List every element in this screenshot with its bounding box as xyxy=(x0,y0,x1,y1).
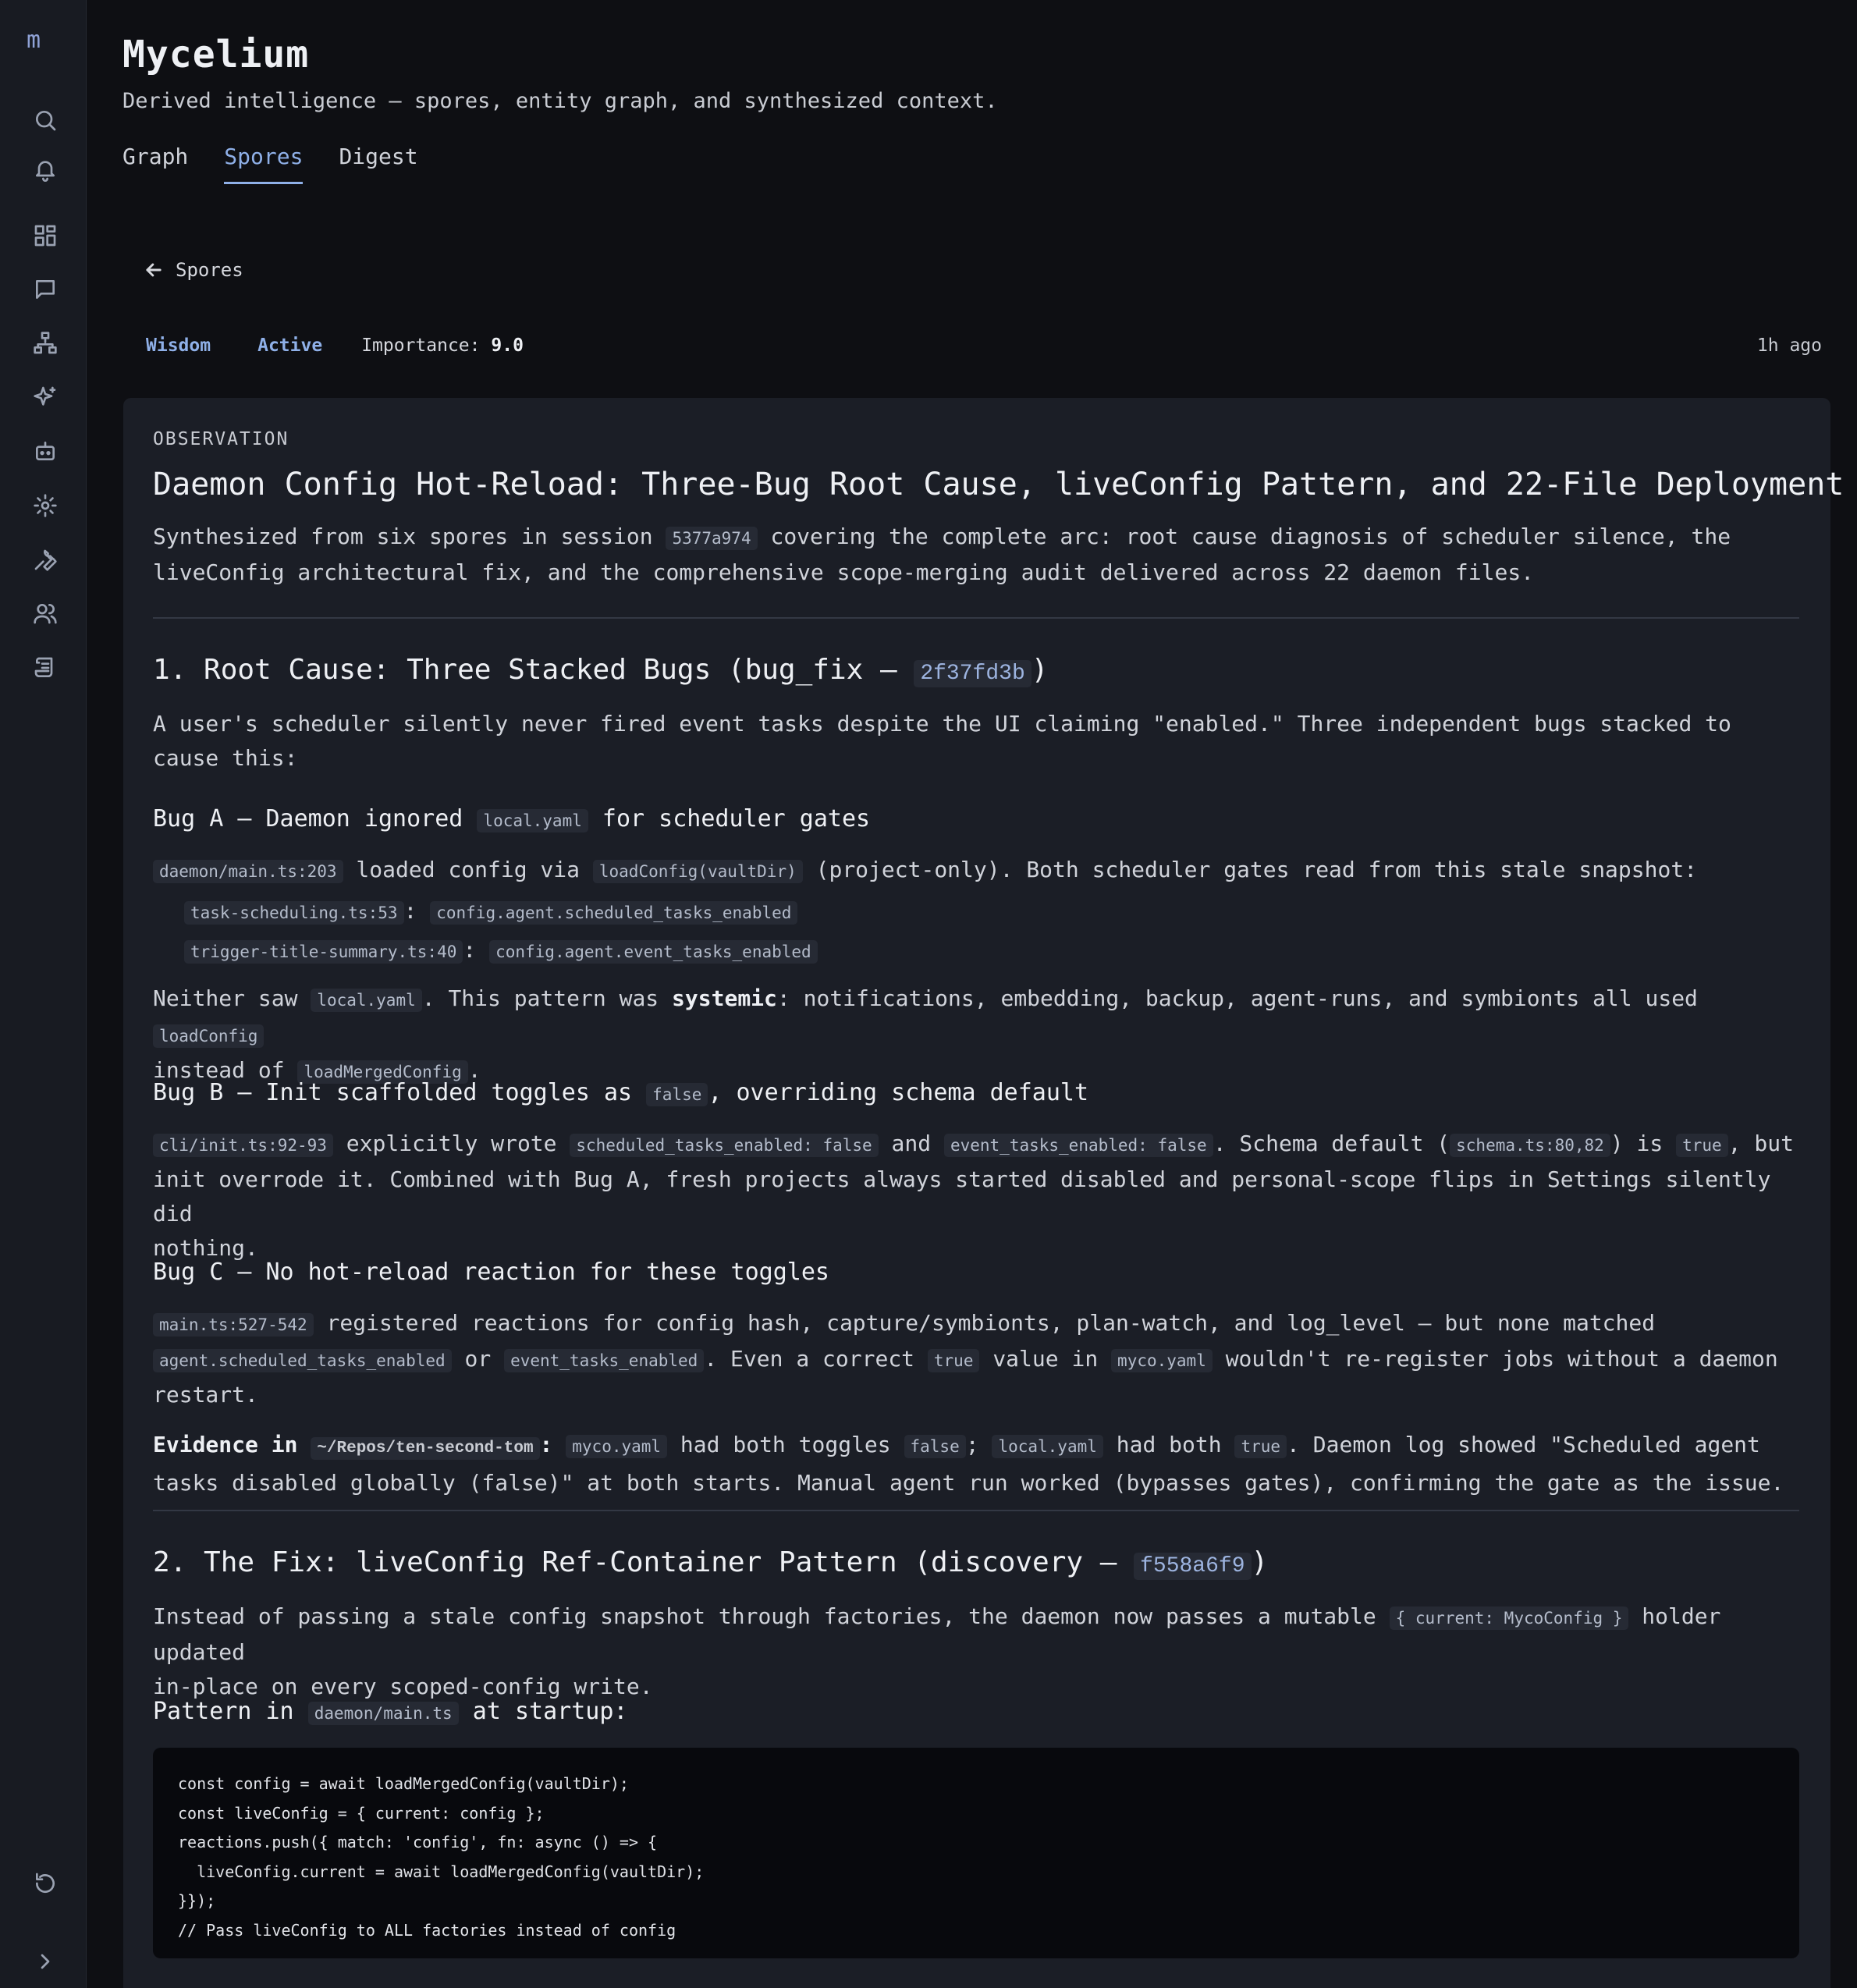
app-logo[interactable]: m xyxy=(27,27,41,54)
spore-card xyxy=(123,398,1845,1988)
session-id[interactable]: 5377a974 xyxy=(666,527,757,550)
bell-icon[interactable] xyxy=(30,154,61,185)
tab-spores[interactable]: Spores xyxy=(224,144,303,184)
scroll-icon[interactable] xyxy=(30,652,61,683)
code-line: reactions.push({ match: 'config', fn: async () => { xyxy=(178,1833,658,1851)
back-label: Spores xyxy=(176,259,243,281)
section-2-intro: Instead of passing a stale config snapshot through factories, the daemon now passes a mutable { current: MycoConfig } holder updated in-place on every scoped-config write. xyxy=(153,1603,1721,1699)
bug-a-paragraph: daemon/main.ts:203 loaded config via loadConfig(vaultDir) (project-only). Both scheduler gates read from this stale snapshot: xyxy=(153,853,1799,889)
page-title: Mycelium xyxy=(122,33,310,76)
users-icon[interactable] xyxy=(30,598,61,629)
gear-icon[interactable] xyxy=(30,490,61,521)
tab-bar xyxy=(122,144,454,184)
code-line: const liveConfig = { current: config }; xyxy=(178,1803,545,1823)
importance-label: Importance: xyxy=(361,335,481,356)
chat-icon[interactable] xyxy=(30,274,61,305)
spore-title: Daemon Config Hot-Reload: Three-Bug Root Cause, liveConfig Pattern, and 22-File Deployment xyxy=(153,467,1845,502)
chevron-right-icon[interactable] xyxy=(30,1946,61,1977)
pattern-heading: Pattern in daemon/main.ts at startup: xyxy=(153,1698,628,1725)
section-1-intro: A user's scheduler silently never fired event tasks despite the UI claiming "enabled." Three independent bugs stacked to cause this: xyxy=(153,711,1731,771)
type-badge: Wisdom xyxy=(146,335,211,356)
importance xyxy=(361,335,524,356)
bug-c-paragraph: main.ts:527-542 registered reactions for config hash, capture/symbionts, plan-watch, and log_level — but none matched agent.scheduled_tasks_enabled or event_tasks_enabled . Even a correct true value in myco.yaml wouldn't re-register jobs without a daemon restart. xyxy=(153,1310,1778,1408)
spore-ref[interactable]: f558a6f9 xyxy=(1134,1553,1251,1580)
section-1-heading: 1. Root Cause: Three Stacked Bugs (bug_fix — 2f37fd3b ) xyxy=(153,654,1049,686)
back-to-spores-link[interactable] xyxy=(143,259,243,281)
code-line: }}); xyxy=(178,1891,216,1910)
network-icon[interactable] xyxy=(30,328,61,359)
page-subtitle: Derived intelligence — spores, entity graph, and synthesized context. xyxy=(122,89,998,113)
intro-paragraph: Synthesized from six spores in session 5377a974 covering the complete arc: root cause diagnosis of scheduler silence, the liveConfig architectural fix, and the comprehensive scope-merging audit delivered across 22 daemon files. xyxy=(153,524,1731,585)
status-badge: Active xyxy=(257,335,323,356)
code-line: // Pass liveConfig to ALL factories instead of config xyxy=(178,1920,676,1940)
divider xyxy=(153,617,1799,619)
bug-b-paragraph: cli/init.ts:92-93 explicitly wrote scheduled_tasks_enabled: false and event_tasks_enabled: false . Schema default ( schema.ts:80,82 ) is true , but init overrode it. Combined with Bug A, fresh projects always started disabled and personal-scope flips in Settings silently did nothing. xyxy=(153,1131,1794,1261)
spore-meta xyxy=(138,334,1822,357)
search-icon[interactable] xyxy=(30,105,61,136)
evidence-paragraph: Evidence in ~/Repos/ten-second-tom : myco.yaml had both toggles false ; local.yaml had both true . Daemon log showed "Scheduled agent tasks disabled globally (false)" at both starts. Manual agent run worked (bypasses gates), confirming the gate as the issue. xyxy=(153,1432,1784,1496)
divider xyxy=(153,1510,1799,1511)
bug-c-heading: Bug C — No hot-reload reaction for these toggles xyxy=(153,1258,829,1286)
tab-graph[interactable]: Graph xyxy=(122,144,189,169)
bug-a-heading: Bug A — Daemon ignored local.yaml for scheduler gates xyxy=(153,805,871,832)
bug-a-note: Neither saw local.yaml . This pattern was systemic: notifications, embedding, backup, agent-runs, and symbionts all used loadConfig instead of loadMergedConfig . xyxy=(153,985,1698,1083)
tab-digest[interactable]: Digest xyxy=(339,144,418,169)
code-line: liveConfig.current = await loadMergedConfig(vaultDir); xyxy=(178,1862,705,1881)
arrow-left-icon xyxy=(143,259,165,281)
sparkle-icon[interactable] xyxy=(30,382,61,413)
list-item: trigger-title-summary.ts:40 : config.agent.event_tasks_enabled xyxy=(184,937,818,963)
code-line: const config = await loadMergedConfig(vaultDir); xyxy=(178,1774,629,1793)
sidebar xyxy=(0,0,87,1988)
bug-b-heading: Bug B — Init scaffolded toggles as false , overriding schema default xyxy=(153,1079,1089,1106)
importance-value: 9.0 xyxy=(491,335,524,356)
main-content xyxy=(87,0,1857,1988)
code-block xyxy=(153,1748,1799,1958)
list-item: task-scheduling.ts:53 : config.agent.scheduled_tasks_enabled xyxy=(184,898,797,924)
section-2-heading: 2. The Fix: liveConfig Ref-Container Pattern (discovery — f558a6f9 ) xyxy=(153,1546,1269,1578)
refresh-icon[interactable] xyxy=(30,1868,61,1899)
wrench-icon[interactable] xyxy=(30,544,61,575)
spore-ref[interactable]: 2f37fd3b xyxy=(914,660,1031,687)
bot-icon[interactable] xyxy=(30,435,61,467)
dashboard-icon[interactable] xyxy=(30,220,61,251)
timestamp: 1h ago xyxy=(1756,335,1822,356)
spore-kind: OBSERVATION xyxy=(153,429,289,449)
